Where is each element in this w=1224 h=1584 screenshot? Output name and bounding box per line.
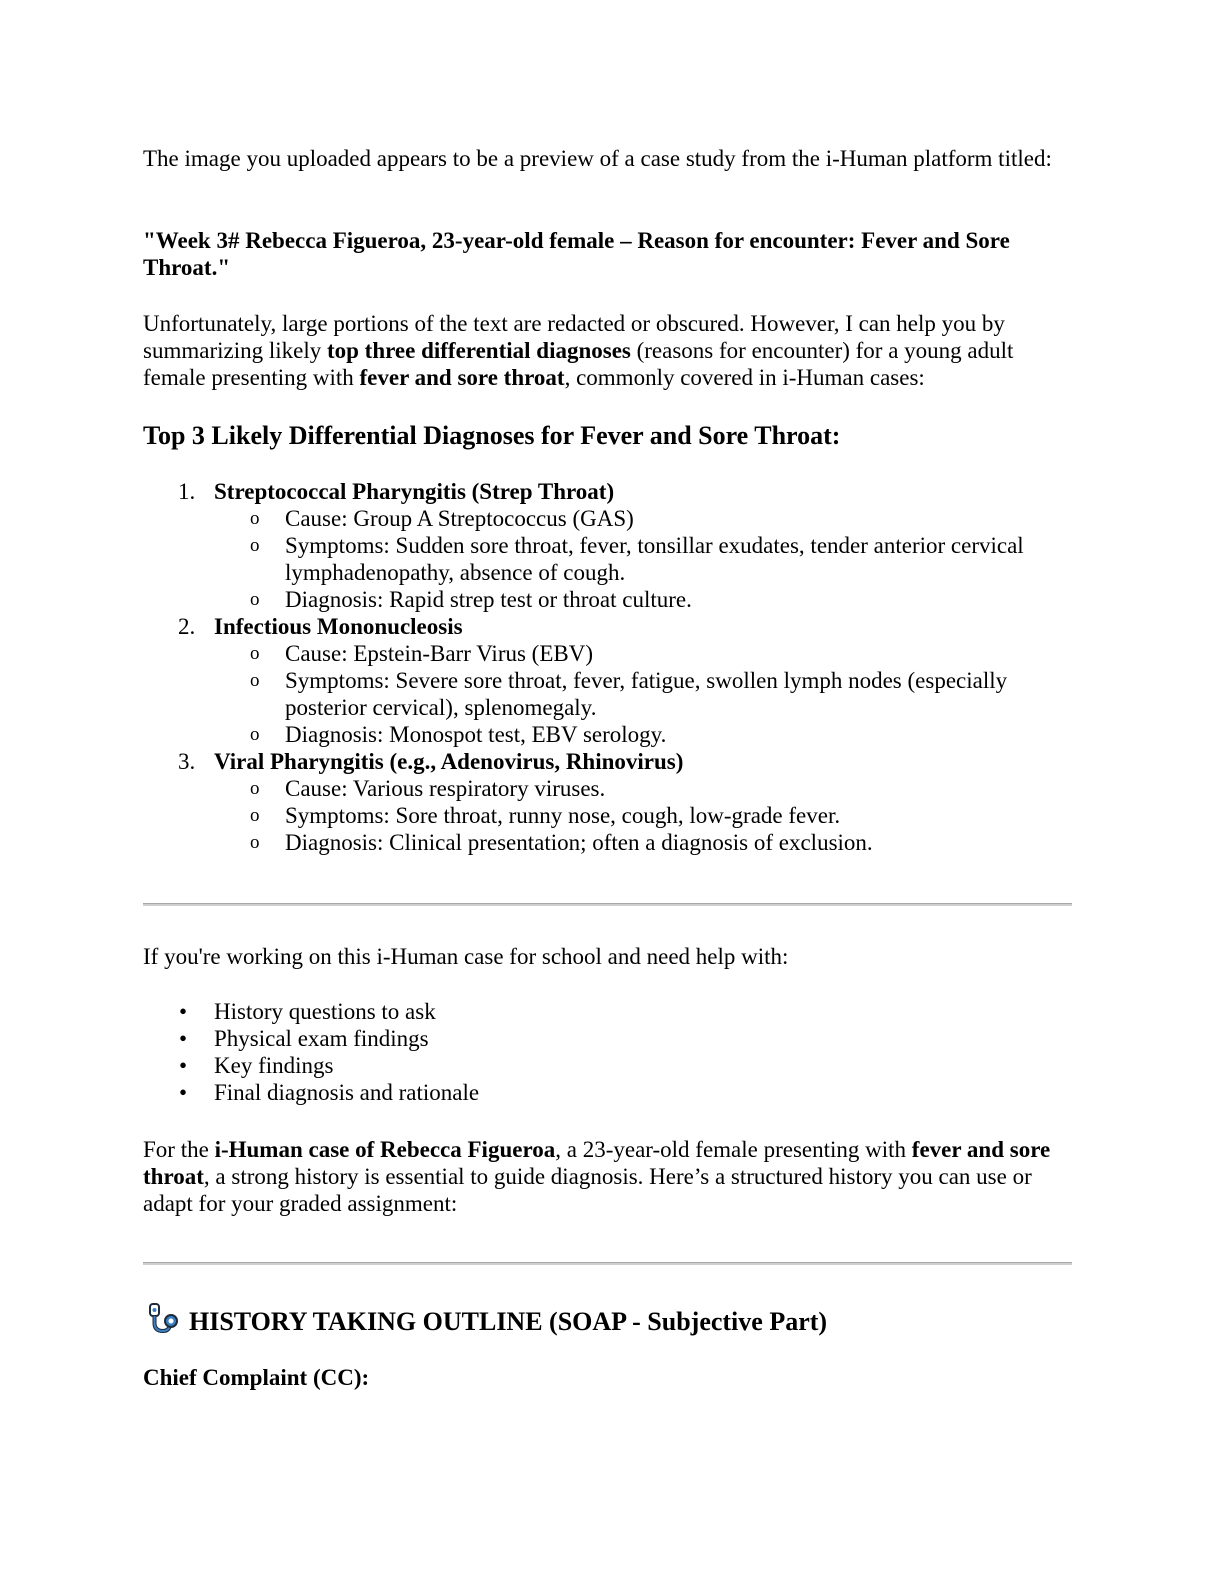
differential-cause: o Cause: Various respiratory viruses.: [143, 775, 1073, 802]
differential-cause: o Cause: Group A Streptococcus (GAS): [143, 505, 1073, 532]
differential-cause: o Cause: Epstein-Barr Virus (EBV): [143, 640, 1073, 667]
horizontal-divider: [143, 903, 1072, 906]
help-item: • Final diagnosis and rationale: [143, 1079, 1073, 1106]
differential-diagnosis: o Diagnosis: Monospot test, EBV serology.: [143, 721, 1073, 748]
help-item: • History questions to ask: [143, 998, 1073, 1025]
help-list: [143, 998, 1073, 1106]
case-title-quote: [143, 227, 1073, 281]
outline-heading-text: HISTORY TAKING OUTLINE (SOAP - Subjective Part): [189, 1307, 828, 1336]
differential-details: [143, 775, 1073, 856]
differential-symptoms: o Symptoms: Severe sore throat, fever, fatigue, swollen lymph nodes (especially posterior cervical), splenomegaly.: [143, 667, 1073, 721]
differential-symptoms: o Symptoms: Sore throat, runny nose, cough, low-grade fever.: [143, 802, 1073, 829]
horizontal-divider: [143, 1262, 1072, 1265]
differential-details: [143, 640, 1073, 748]
case-title-text: "Week 3# Rebecca Figueroa, 23-year-old female – Reason for encounter: Fever and Sore Throat.": [143, 228, 1010, 280]
chief-complaint-heading: Chief Complaint (CC):: [143, 1365, 370, 1390]
differential-diagnosis: o Diagnosis: Clinical presentation; often a diagnosis of exclusion.: [143, 829, 1073, 856]
differentials-list: [143, 478, 1073, 856]
differential-details: [143, 505, 1073, 613]
case-paragraph: For the i-Human case of Rebecca Figueroa, a 23-year-old female presenting with fever and sore throat, a strong history is essential to guide diagnosis. Here’s a structured history you can use or adapt for your graded assignment:: [143, 1137, 1051, 1216]
differential-name: Viral Pharyngitis (e.g., Adenovirus, Rhinovirus): [214, 749, 684, 774]
differential-diagnosis: o Diagnosis: Rapid strep test or throat culture.: [143, 586, 1073, 613]
differential-number: 3.: [178, 749, 196, 774]
help-item: • Physical exam findings: [143, 1025, 1073, 1052]
differential-symptoms: o Symptoms: Sudden sore throat, fever, tonsillar exudates, tender anterior cervical lymphadenopathy, absence of cough.: [143, 532, 1073, 586]
differential-name: Streptococcal Pharyngitis (Strep Throat): [214, 479, 615, 504]
help-intro: If you're working on this i-Human case for school and need help with:: [143, 944, 789, 969]
differential-item: [143, 613, 1073, 748]
stethoscope-icon: [145, 1303, 179, 1335]
help-item: • Key findings: [143, 1052, 1073, 1079]
differential-name: Infectious Mononucleosis: [214, 614, 463, 639]
intro-paragraph: The image you uploaded appears to be a preview of a case study from the i-Human platform titled:: [143, 146, 1052, 171]
outline-heading: [145, 1303, 1075, 1338]
differential-number: 1.: [178, 479, 196, 504]
differential-number: 2.: [178, 614, 196, 639]
differential-item: [143, 748, 1073, 856]
summary-paragraph: Unfortunately, large portions of the text are redacted or obscured. However, I can help you by summarizing likely top three differential diagnoses (reasons for encounter) for a young adult female presenting with fever and sore throat, commonly covered in i-Human cases:: [143, 311, 1014, 390]
differentials-heading: Top 3 Likely Differential Diagnoses for Fever and Sore Throat:: [143, 421, 841, 450]
differential-item: [143, 478, 1073, 613]
